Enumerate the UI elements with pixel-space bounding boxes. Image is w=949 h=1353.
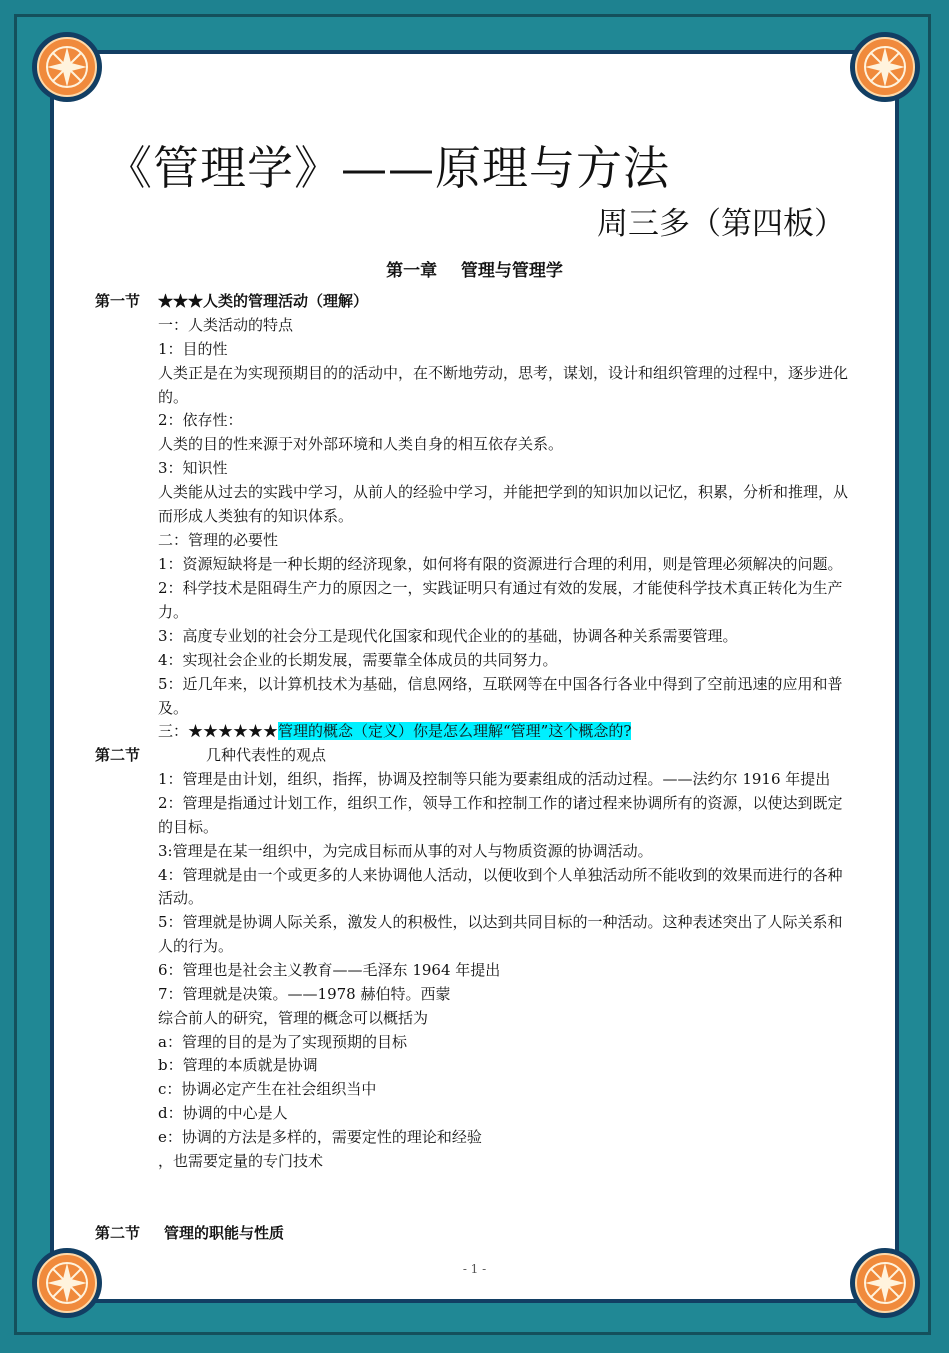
text-line: 综合前人的研究，管理的概念可以概括为 — [158, 1009, 429, 1027]
concept-prefix: 三：★★★★★★ — [158, 722, 279, 740]
text-line: b：管理的本质就是协调 — [158, 1056, 318, 1074]
text-line: 7：管理就是决策。——1978 赫伯特。西蒙 — [158, 985, 451, 1003]
text-line: 5：近几年来，以计算机技术为基础，信息网络，互联网等在中国各行各业中得到了空前迅速的应用和普 — [158, 675, 843, 693]
text-line: 的。 — [158, 388, 189, 406]
corner-ornament-icon — [848, 30, 922, 104]
text-line: 及。 — [158, 699, 189, 717]
text-line: 1：目的性 — [158, 340, 228, 358]
highlighted-question: 管理的概念（定义）你是怎么理解“管理”这个概念的? — [278, 722, 632, 740]
text-line: 6：管理也是社会主义教育——毛泽东 1964 年提出 — [158, 961, 501, 979]
section-label: 第一节 — [95, 292, 141, 310]
text-line: 二：管理的必要性 — [158, 531, 279, 549]
text-line: 一：人类活动的特点 — [158, 316, 294, 334]
chapter-heading: 第一章 管理与管理学 — [386, 261, 563, 281]
text-line: 4：管理就是由一个或更多的人来协调他人活动，以便收到个人单独活动所不能收到的效果而进行的各种 — [158, 866, 843, 884]
text-line: 1：资源短缺将是一种长期的经济现象，如何将有限的资源进行合理的利用，则是管理必须解决的问题。 — [158, 555, 843, 573]
text-line: e：协调的方法是多样的，需要定性的理论和经验 — [158, 1128, 482, 1146]
text-line: 人类能从过去的实践中学习，从前人的经验中学习，并能把学到的知识加以记忆，积累，分析和推理，从 — [158, 483, 849, 501]
text-line: 活动。 — [158, 889, 204, 907]
text-line: c：协调必定产生在社会组织当中 — [158, 1080, 377, 1098]
text-line: ，也需要定量的专门技术 — [158, 1152, 324, 1170]
corner-ornament-icon — [848, 1246, 922, 1320]
text-line: 3：高度专业划的社会分工是现代化国家和现代企业的的基础，协调各种关系需要管理。 — [158, 627, 738, 645]
text-line: 1：管理是由计划，组织，指挥，协调及控制等只能为要素组成的活动过程。——法约尔 1916 年提出 — [158, 770, 831, 788]
text-line: 的目标。 — [158, 818, 219, 836]
text-line: 2：依存性： — [158, 411, 243, 429]
page-number: - 1 - — [462, 1262, 487, 1276]
text-line: 人类的目的性来源于对外部环境和人类自身的相互依存关系。 — [158, 435, 564, 453]
concept-line — [158, 720, 896, 742]
text-line: 人类正是在为实现预期目的的活动中，在不断地劳动，思考，谋划，设计和组织管理的过程中，逐步进化 — [158, 364, 849, 382]
document-author: 周三多（第四板） — [597, 206, 845, 242]
text-line: d：协调的中心是人 — [158, 1104, 288, 1122]
section-title: 管理的职能与性质 — [164, 1224, 285, 1242]
section-label: 第二节 — [95, 1224, 141, 1242]
section-title: 几种代表性的观点 — [206, 746, 327, 764]
text-line: 5：管理就是协调人际关系，激发人的积极性，以达到共同目标的一种活动。这种表述突出了人际关系和 — [158, 913, 843, 931]
text-line: 2：管理是指通过计划工作，组织工作，领导工作和控制工作的诸过程来协调所有的资源，以使达到既定 — [158, 794, 843, 812]
text-line: 人的行为。 — [158, 937, 234, 955]
text-line: 3：知识性 — [158, 459, 228, 477]
text-line: 4：实现社会企业的长期发展，需要靠全体成员的共同努力。 — [158, 651, 558, 669]
section-title: ★★★人类的管理活动（理解） — [158, 292, 369, 310]
corner-ornament-icon — [30, 1246, 104, 1320]
document-title: 《管理学》——原理与方法 — [106, 141, 670, 195]
text-line: a：管理的目的是为了实现预期的目标 — [158, 1033, 407, 1051]
section-label: 第二节 — [95, 746, 141, 764]
corner-ornament-icon — [30, 30, 104, 104]
text-line: 而形成人类独有的知识体系。 — [158, 507, 354, 525]
text-line: 2：科学技术是阻碍生产力的原因之一，实践证明只有通过有效的发展，才能使科学技术真正转化为生产 — [158, 579, 843, 597]
text-line: 3:管理是在某一组织中，为完成目标而从事的对人与物质资源的协调活动。 — [158, 842, 653, 860]
text-line: 力。 — [158, 603, 189, 621]
